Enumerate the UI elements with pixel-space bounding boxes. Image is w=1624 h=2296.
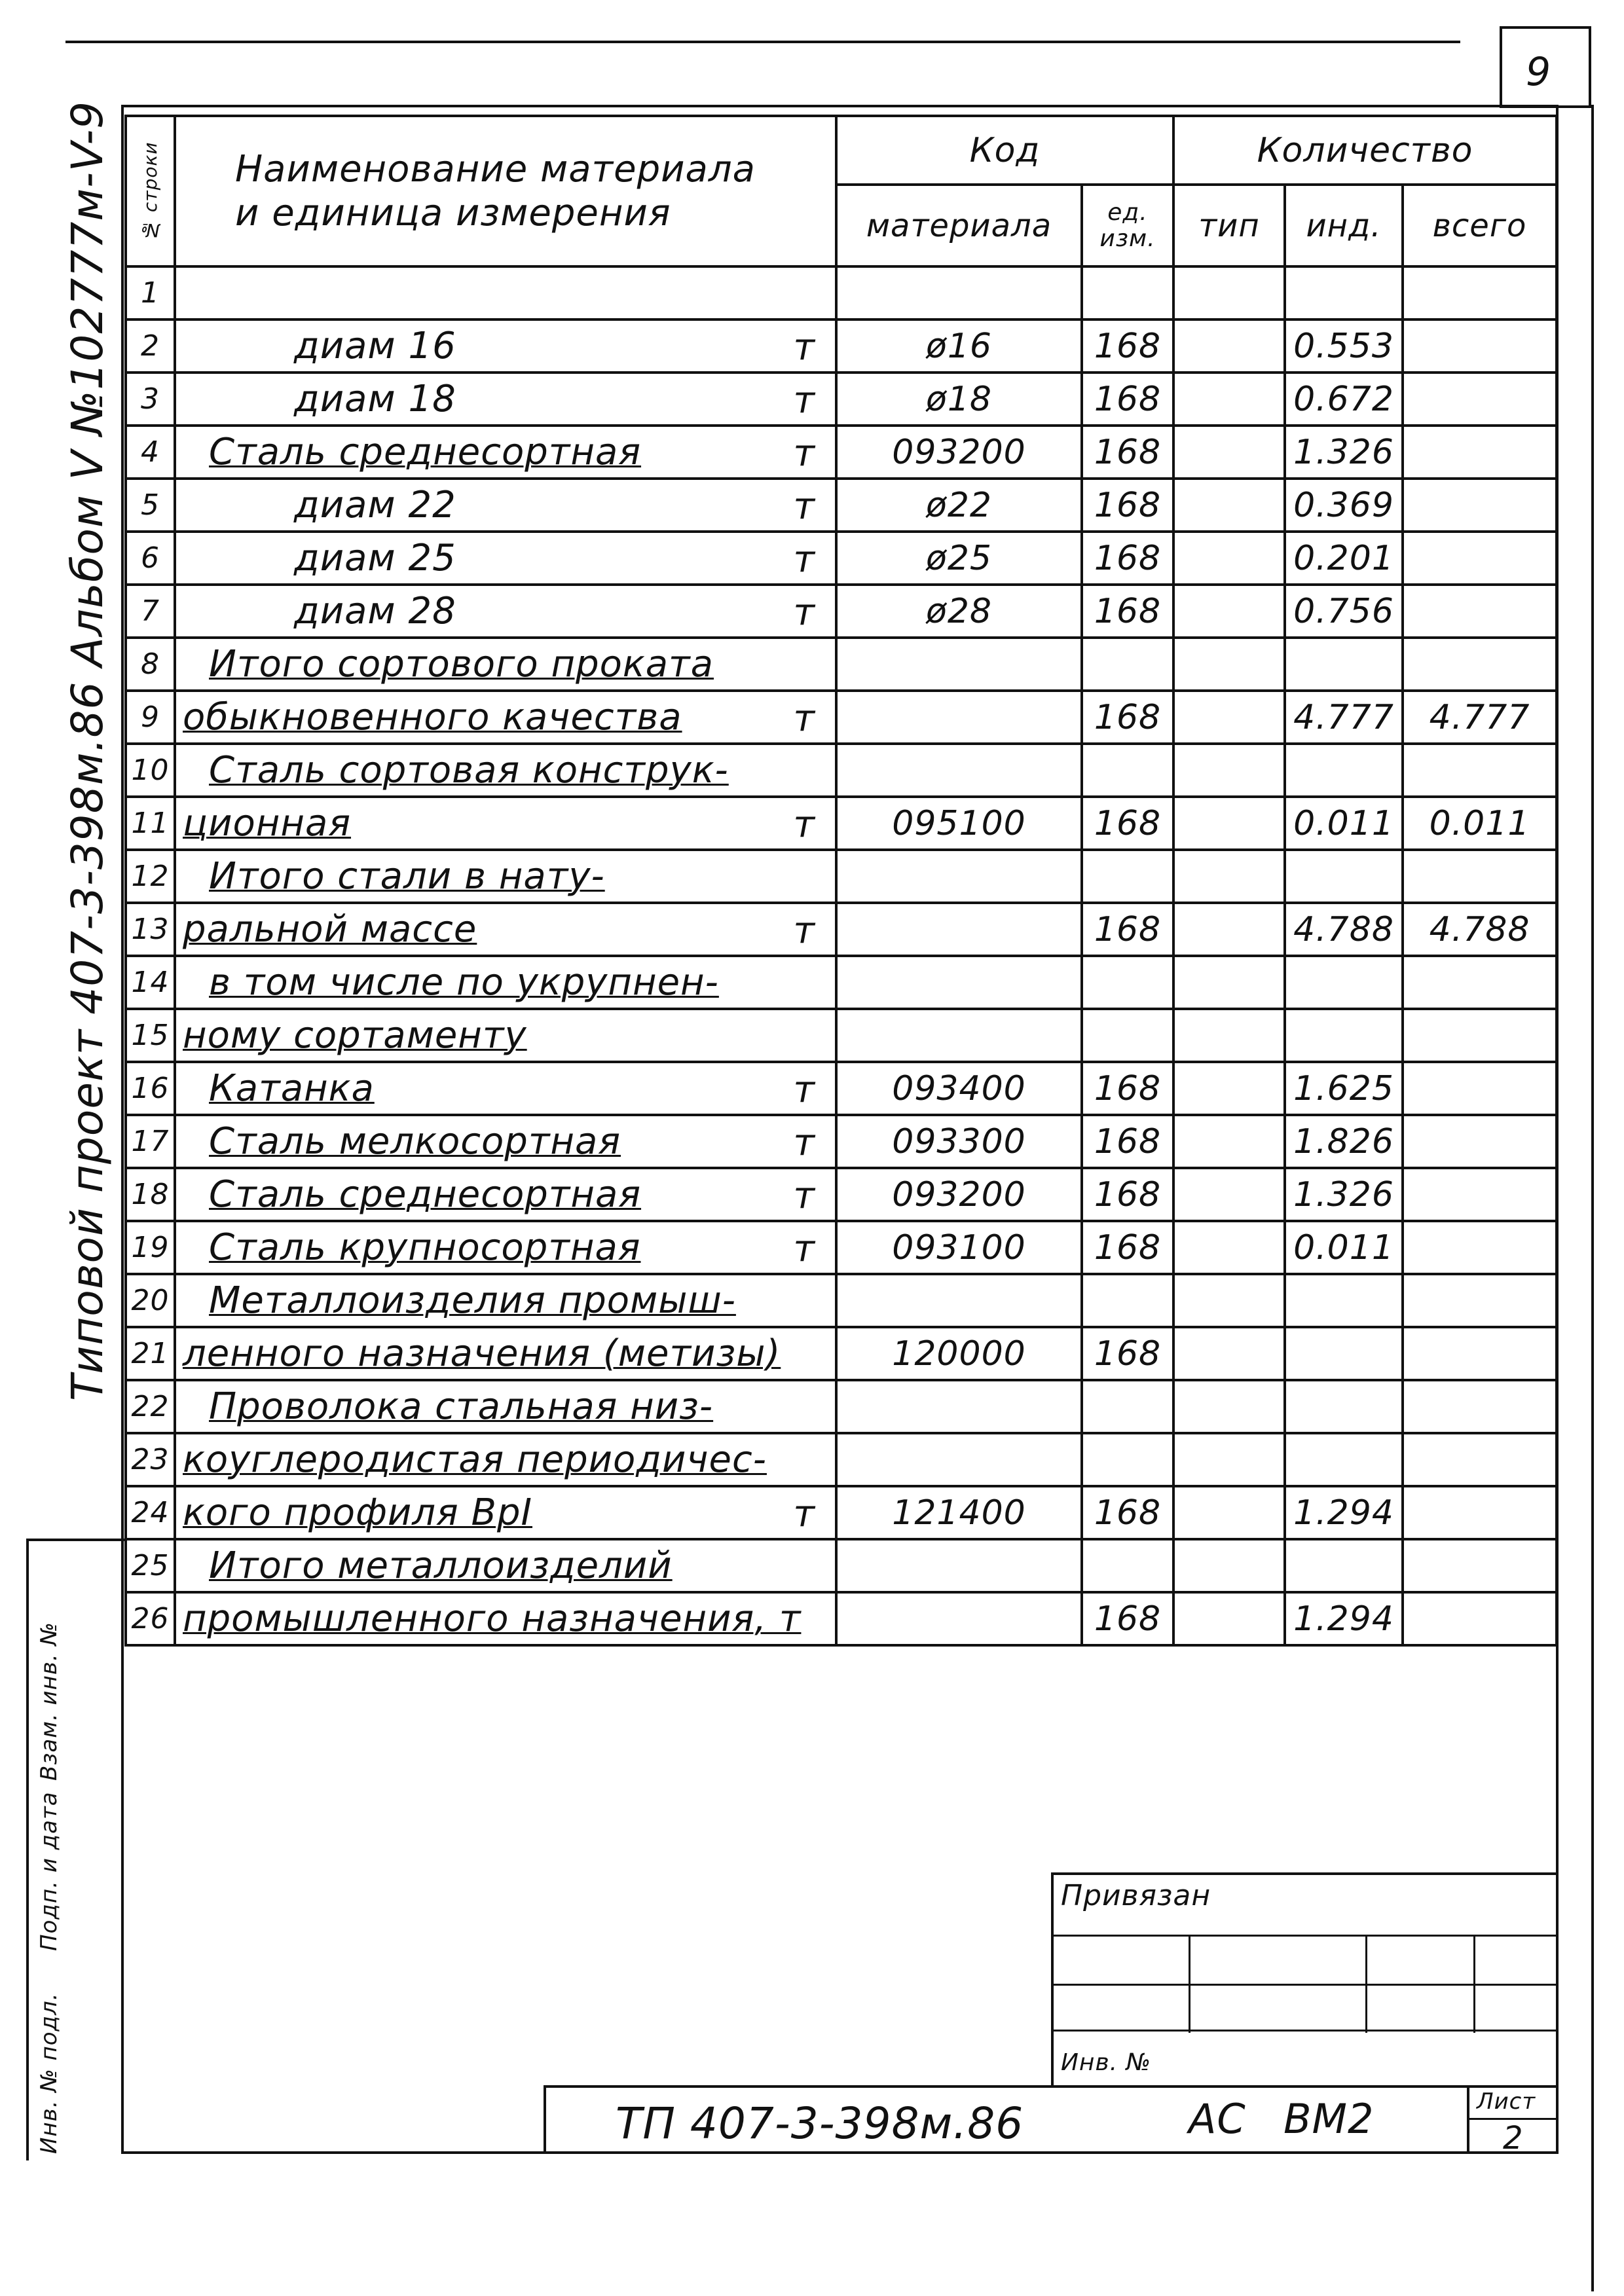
row-code-material: 095100 <box>836 797 1082 850</box>
row-qty-total <box>1403 266 1557 319</box>
row-name-text: Проволока стальная низ- <box>209 1385 714 1428</box>
row-name <box>175 1592 836 1645</box>
table-row <box>126 1539 1557 1592</box>
row-name <box>175 373 836 426</box>
row-number: 22 <box>126 1380 175 1433</box>
row-code-unit: 168 <box>1082 585 1173 638</box>
row-code-material: ø18 <box>836 373 1082 426</box>
table-row <box>126 1062 1557 1115</box>
row-code-unit: 168 <box>1082 532 1173 585</box>
row-number: 8 <box>126 638 175 691</box>
row-code-unit <box>1082 266 1173 319</box>
table-row <box>126 1009 1557 1062</box>
row-code-material <box>836 1380 1082 1433</box>
stamp-v-1 <box>1189 1935 1190 2033</box>
header-name <box>175 116 836 266</box>
row-number: 1 <box>126 266 175 319</box>
row-code-unit: 168 <box>1082 797 1173 850</box>
row-unit: т <box>793 1175 815 1217</box>
table-row <box>126 1168 1557 1221</box>
header-row-no: № строки <box>126 116 175 266</box>
row-code-material: 121400 <box>836 1486 1082 1539</box>
row-unit: т <box>793 485 815 528</box>
left-strip-line <box>26 1539 124 1541</box>
header-name-line1: Наименование материала <box>235 147 756 191</box>
row-qty-total: 4.777 <box>1403 691 1557 744</box>
row-qty-ind <box>1285 956 1403 1009</box>
row-qty-type <box>1173 1327 1285 1380</box>
row-name <box>175 903 836 956</box>
doc-code: ТП 407-3-398м.86 <box>616 2098 1024 2149</box>
row-code-material: 093400 <box>836 1062 1082 1115</box>
row-qty-total <box>1403 850 1557 903</box>
row-number: 15 <box>126 1009 175 1062</box>
row-unit: т <box>793 1493 815 1535</box>
row-unit: т <box>793 697 815 740</box>
row-code-unit: 168 <box>1082 903 1173 956</box>
row-qty-ind: 1.826 <box>1285 1115 1403 1168</box>
row-qty-type <box>1173 319 1285 373</box>
row-code-material: 093200 <box>836 426 1082 479</box>
row-qty-type <box>1173 744 1285 797</box>
row-name <box>175 1380 836 1433</box>
table-row <box>126 1486 1557 1539</box>
row-name-text: коуглеродистая периодичес- <box>183 1438 767 1481</box>
row-code-material <box>836 1592 1082 1645</box>
row-number: 13 <box>126 903 175 956</box>
table-row <box>126 532 1557 585</box>
table-row <box>126 426 1557 479</box>
table-row <box>126 903 1557 956</box>
row-name <box>175 319 836 373</box>
row-unit: т <box>793 803 815 846</box>
row-qty-total <box>1403 1168 1557 1221</box>
row-name-text: диам 25 <box>294 537 456 579</box>
row-name-text: диам 22 <box>294 484 456 526</box>
row-code-unit: 168 <box>1082 373 1173 426</box>
row-qty-type <box>1173 426 1285 479</box>
row-qty-total <box>1403 585 1557 638</box>
row-code-unit: 168 <box>1082 479 1173 532</box>
row-code-material <box>836 1433 1082 1486</box>
table-row <box>126 266 1557 319</box>
header-name-line2: и единица измерения <box>235 192 671 234</box>
row-name-text: ному сортаменту <box>183 1014 527 1057</box>
row-name <box>175 744 836 797</box>
row-qty-type <box>1173 1592 1285 1645</box>
table-row <box>126 1327 1557 1380</box>
row-number: 24 <box>126 1486 175 1539</box>
row-code-unit <box>1082 638 1173 691</box>
left-strip-inv-orig: Инв. № подл. <box>36 1992 62 2154</box>
row-name <box>175 1327 836 1380</box>
row-name <box>175 691 836 744</box>
row-number: 6 <box>126 532 175 585</box>
table-row <box>126 638 1557 691</box>
row-qty-total <box>1403 426 1557 479</box>
stamp-v-3 <box>1473 1935 1475 2033</box>
row-qty-total <box>1403 956 1557 1009</box>
stamp-line-1 <box>1051 1935 1559 1937</box>
row-code-material: 093200 <box>836 1168 1082 1221</box>
row-name-text: обыкновенного качества <box>183 696 682 738</box>
row-code-material <box>836 638 1082 691</box>
row-number: 26 <box>126 1592 175 1645</box>
row-name-text: ральной массе <box>183 908 477 951</box>
row-unit: т <box>793 1068 815 1111</box>
row-qty-ind <box>1285 266 1403 319</box>
row-number: 14 <box>126 956 175 1009</box>
row-number: 3 <box>126 373 175 426</box>
row-qty-total <box>1403 1274 1557 1327</box>
table-row <box>126 797 1557 850</box>
row-code-material <box>836 956 1082 1009</box>
left-strip-sign-date: Подп. и дата <box>36 1791 62 1951</box>
row-number: 5 <box>126 479 175 532</box>
row-unit: т <box>793 909 815 952</box>
sheet-number: 2 <box>1503 2120 1524 2157</box>
row-name <box>175 1274 836 1327</box>
table-row <box>126 319 1557 373</box>
row-qty-total <box>1403 532 1557 585</box>
row-number: 9 <box>126 691 175 744</box>
row-qty-total <box>1403 1221 1557 1274</box>
row-qty-ind: 1.326 <box>1285 1168 1403 1221</box>
row-name-text: диам 18 <box>294 378 456 420</box>
row-qty-total <box>1403 1592 1557 1645</box>
row-qty-ind <box>1285 744 1403 797</box>
row-name-text: кого профиля ВрI <box>183 1491 533 1534</box>
row-qty-ind <box>1285 1009 1403 1062</box>
row-name-text: Итого металлоизделий <box>209 1544 673 1587</box>
row-qty-ind <box>1285 1327 1403 1380</box>
row-code-material: 093300 <box>836 1115 1082 1168</box>
row-qty-type <box>1173 1380 1285 1433</box>
header-code: Код <box>836 116 1173 185</box>
table-row <box>126 479 1557 532</box>
row-unit: т <box>793 591 815 634</box>
table-row <box>126 373 1557 426</box>
row-code-unit <box>1082 1433 1173 1486</box>
row-qty-total: 0.011 <box>1403 797 1557 850</box>
row-code-material: 120000 <box>836 1327 1082 1380</box>
row-name <box>175 797 836 850</box>
row-code-unit <box>1082 1539 1173 1592</box>
row-qty-ind: 4.777 <box>1285 691 1403 744</box>
row-code-unit: 168 <box>1082 1062 1173 1115</box>
spec-table <box>124 115 1558 1647</box>
header-code-unit: ед. изм. <box>1082 185 1173 266</box>
table-row <box>126 1592 1557 1645</box>
table-row <box>126 1380 1557 1433</box>
table-row <box>126 1274 1557 1327</box>
row-code-unit <box>1082 1009 1173 1062</box>
row-name <box>175 850 836 903</box>
left-strip-replaced: Взам. инв. № <box>36 1622 62 1781</box>
row-qty-total: 4.788 <box>1403 903 1557 956</box>
stamp-inv: Инв. № <box>1061 2049 1152 2076</box>
row-qty-type <box>1173 691 1285 744</box>
row-qty-total <box>1403 319 1557 373</box>
row-code-unit: 168 <box>1082 319 1173 373</box>
table-row <box>126 691 1557 744</box>
row-name-text: Металлоизделия промыш- <box>209 1279 736 1322</box>
row-name <box>175 638 836 691</box>
row-qty-ind: 0.756 <box>1285 585 1403 638</box>
row-qty-type <box>1173 638 1285 691</box>
row-qty-type <box>1173 1168 1285 1221</box>
row-qty-type <box>1173 956 1285 1009</box>
row-name-text: Катанка <box>209 1067 375 1110</box>
row-number: 16 <box>126 1062 175 1115</box>
row-number: 18 <box>126 1168 175 1221</box>
row-qty-ind <box>1285 1539 1403 1592</box>
row-qty-total <box>1403 1433 1557 1486</box>
row-unit: т <box>793 379 815 422</box>
table-row <box>126 744 1557 797</box>
table-row <box>126 1221 1557 1274</box>
page-number: 9 <box>1526 49 1552 95</box>
row-code-unit: 168 <box>1082 1168 1173 1221</box>
row-qty-total <box>1403 744 1557 797</box>
row-qty-type <box>1173 797 1285 850</box>
row-name-text: диам 28 <box>294 590 456 632</box>
row-code-unit <box>1082 956 1173 1009</box>
row-qty-ind: 1.294 <box>1285 1592 1403 1645</box>
row-name <box>175 1115 836 1168</box>
row-code-unit: 168 <box>1082 426 1173 479</box>
header-qty-type: тип <box>1173 185 1285 266</box>
row-qty-type <box>1173 532 1285 585</box>
stamp-line-2 <box>1051 1984 1559 1986</box>
stamp-left-line <box>1051 1872 1054 2085</box>
row-number: 17 <box>126 1115 175 1168</box>
row-name <box>175 266 836 319</box>
row-qty-total <box>1403 373 1557 426</box>
header-quantity: Количество <box>1173 116 1557 185</box>
row-qty-total <box>1403 1486 1557 1539</box>
row-qty-type <box>1173 1221 1285 1274</box>
row-code-material: ø25 <box>836 532 1082 585</box>
row-qty-total <box>1403 1327 1557 1380</box>
row-code-material <box>836 266 1082 319</box>
row-qty-type <box>1173 1009 1285 1062</box>
row-code-material: ø28 <box>836 585 1082 638</box>
row-qty-ind <box>1285 850 1403 903</box>
row-number: 20 <box>126 1274 175 1327</box>
sheet-label: Лист <box>1477 2088 1536 2115</box>
row-number: 12 <box>126 850 175 903</box>
row-number: 7 <box>126 585 175 638</box>
row-qty-type <box>1173 585 1285 638</box>
row-qty-type <box>1173 373 1285 426</box>
row-unit: т <box>793 432 815 475</box>
sheet-mark: ВМ2 <box>1283 2095 1375 2143</box>
row-number: 21 <box>126 1327 175 1380</box>
row-code-material: 093100 <box>836 1221 1082 1274</box>
row-name-text: промышленного назначения, т <box>183 1597 802 1640</box>
row-qty-ind: 0.011 <box>1285 1221 1403 1274</box>
row-qty-ind: 0.369 <box>1285 479 1403 532</box>
row-qty-type <box>1173 479 1285 532</box>
row-qty-total <box>1403 1539 1557 1592</box>
row-name <box>175 956 836 1009</box>
row-code-unit: 168 <box>1082 1221 1173 1274</box>
row-qty-ind: 0.011 <box>1285 797 1403 850</box>
row-name <box>175 479 836 532</box>
row-name <box>175 1539 836 1592</box>
row-code-unit <box>1082 1274 1173 1327</box>
title-block-left <box>544 2085 546 2154</box>
row-name-text: ленного назначения (метизы) <box>183 1332 781 1375</box>
row-code-unit: 168 <box>1082 691 1173 744</box>
top-rule <box>65 41 1460 43</box>
row-name <box>175 532 836 585</box>
row-qty-total <box>1403 479 1557 532</box>
row-qty-total <box>1403 1380 1557 1433</box>
side-label: Типовой проект 407-3-398м.86 Альбом V №102777м-V-9 <box>62 100 113 1401</box>
row-qty-type <box>1173 903 1285 956</box>
right-margin-line <box>1591 105 1594 2291</box>
row-name <box>175 1486 836 1539</box>
row-qty-ind: 0.672 <box>1285 373 1403 426</box>
table-row <box>126 956 1557 1009</box>
row-name <box>175 1221 836 1274</box>
title-block-top <box>544 2085 1559 2088</box>
left-strip-vert <box>26 1539 29 2160</box>
header-code-material: материала <box>836 185 1082 266</box>
row-name-text: ционная <box>183 802 352 845</box>
row-qty-ind: 1.294 <box>1285 1486 1403 1539</box>
row-name-text: диам 16 <box>294 325 456 367</box>
row-qty-type <box>1173 1115 1285 1168</box>
row-unit: т <box>793 538 815 581</box>
row-code-unit: 168 <box>1082 1327 1173 1380</box>
table-row <box>126 1115 1557 1168</box>
row-qty-type <box>1173 1062 1285 1115</box>
row-name-text: Сталь мелкосортная <box>209 1120 621 1163</box>
row-qty-type <box>1173 1486 1285 1539</box>
row-qty-ind: 1.625 <box>1285 1062 1403 1115</box>
row-number: 10 <box>126 744 175 797</box>
row-qty-total <box>1403 1009 1557 1062</box>
row-name <box>175 1433 836 1486</box>
row-number: 19 <box>126 1221 175 1274</box>
row-name-text: Итого стали в нату- <box>209 855 605 898</box>
header-qty-ind: инд. <box>1285 185 1403 266</box>
row-name-text: Итого сортового проката <box>209 643 714 685</box>
row-qty-total <box>1403 1062 1557 1115</box>
row-qty-total <box>1403 638 1557 691</box>
row-qty-type <box>1173 1274 1285 1327</box>
row-name-text: Сталь сортовая конструк- <box>209 749 729 792</box>
row-qty-ind: 1.326 <box>1285 426 1403 479</box>
stamp-top-line <box>1051 1872 1559 1875</box>
row-number: 2 <box>126 319 175 373</box>
row-qty-type <box>1173 1433 1285 1486</box>
row-qty-type <box>1173 1539 1285 1592</box>
row-number: 11 <box>126 797 175 850</box>
row-unit: т <box>793 1121 815 1164</box>
stamp-v-2 <box>1365 1935 1367 2033</box>
row-code-material <box>836 1274 1082 1327</box>
row-name <box>175 585 836 638</box>
row-code-unit <box>1082 744 1173 797</box>
stamp-line-3 <box>1051 2030 1559 2032</box>
row-code-unit: 168 <box>1082 1486 1173 1539</box>
row-unit: т <box>793 1228 815 1270</box>
table-row <box>126 850 1557 903</box>
stamp-bound: Привязан <box>1061 1879 1211 1912</box>
row-number: 4 <box>126 426 175 479</box>
row-qty-type <box>1173 850 1285 903</box>
row-code-material <box>836 1009 1082 1062</box>
table-row <box>126 1433 1557 1486</box>
row-qty-ind <box>1285 1380 1403 1433</box>
row-code-material <box>836 1539 1082 1592</box>
row-name-text: в том числе по укрупнен- <box>209 961 719 1004</box>
row-qty-ind: 0.201 <box>1285 532 1403 585</box>
row-code-material: ø22 <box>836 479 1082 532</box>
row-code-material <box>836 850 1082 903</box>
section-code: АС <box>1189 2095 1246 2143</box>
row-qty-total <box>1403 1115 1557 1168</box>
row-qty-type <box>1173 266 1285 319</box>
row-code-material: ø16 <box>836 319 1082 373</box>
table-row <box>126 585 1557 638</box>
row-name <box>175 1009 836 1062</box>
row-unit: т <box>793 326 815 369</box>
row-code-material <box>836 691 1082 744</box>
row-number: 25 <box>126 1539 175 1592</box>
row-qty-ind <box>1285 638 1403 691</box>
row-qty-ind <box>1285 1274 1403 1327</box>
row-qty-ind: 4.788 <box>1285 903 1403 956</box>
row-name-text: Сталь крупносортная <box>209 1226 641 1269</box>
row-name-text: Сталь среднесортная <box>209 431 642 473</box>
row-code-unit <box>1082 1380 1173 1433</box>
row-number: 23 <box>126 1433 175 1486</box>
row-code-unit <box>1082 850 1173 903</box>
row-name <box>175 1062 836 1115</box>
row-code-material <box>836 744 1082 797</box>
row-qty-ind: 0.553 <box>1285 319 1403 373</box>
row-code-unit: 168 <box>1082 1115 1173 1168</box>
row-name-text: Сталь среднесортная <box>209 1173 642 1216</box>
header-qty-total: всего <box>1403 185 1557 266</box>
row-name <box>175 426 836 479</box>
row-name <box>175 1168 836 1221</box>
row-code-material <box>836 903 1082 956</box>
row-qty-ind <box>1285 1433 1403 1486</box>
row-code-unit: 168 <box>1082 1592 1173 1645</box>
